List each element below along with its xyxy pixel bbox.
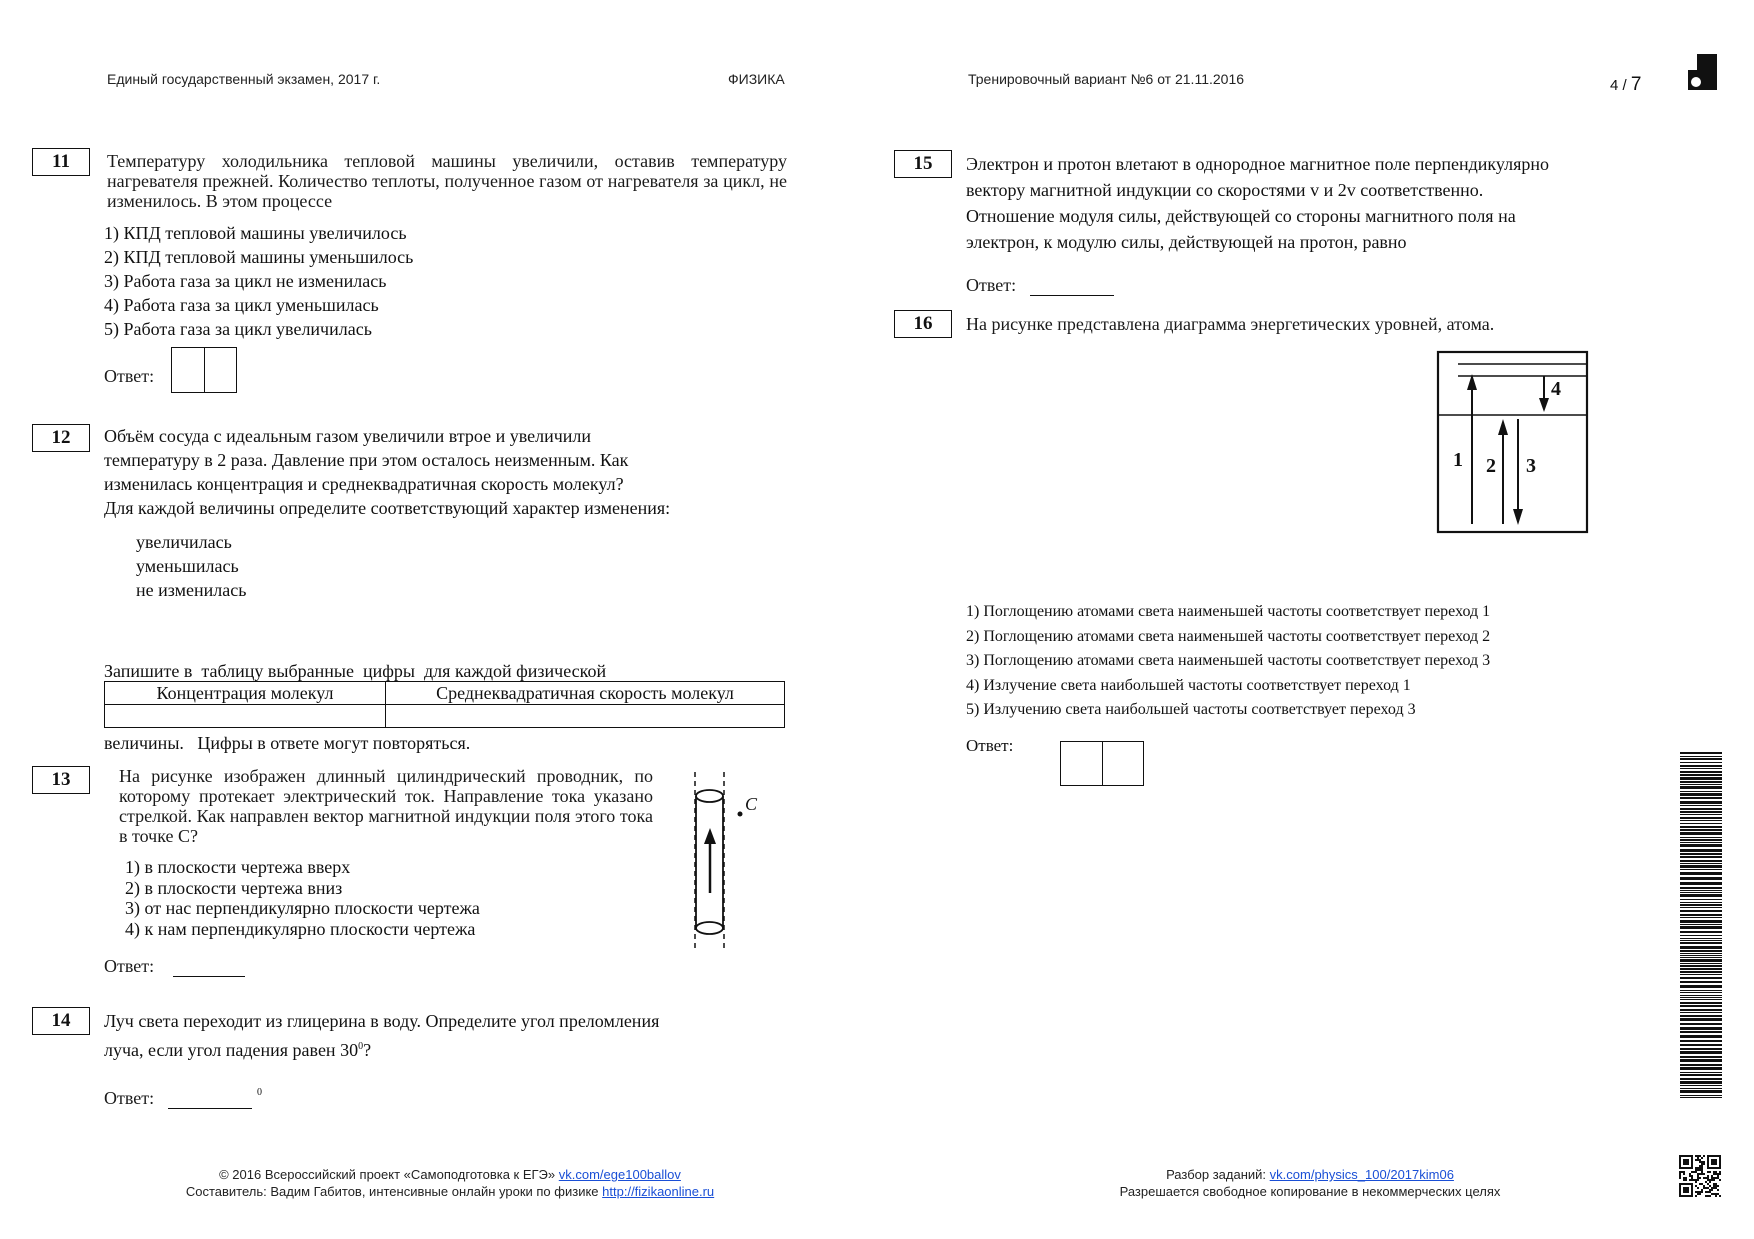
question-number-13: 13 xyxy=(32,766,90,794)
q11-option-5[interactable]: 5) Работа газа за цикл увеличилась xyxy=(104,319,372,339)
q11-option-1[interactable]: 1) КПД тепловой машины увеличилось xyxy=(104,223,407,243)
q13-option-4[interactable]: 4) к нам перпендикулярно плоскости чертежа xyxy=(125,918,476,939)
q11-answer-cell-2[interactable] xyxy=(205,348,237,392)
q16-answer-label: Ответ: xyxy=(966,736,1014,755)
transition-label-3: 3 xyxy=(1526,455,1536,477)
q12-choice-3: не изменилась xyxy=(136,580,247,600)
corner-marker-icon xyxy=(1688,54,1718,90)
q13-answer-line[interactable] xyxy=(173,976,245,977)
footer-copy-note: Разрешается свободное копирование в некоммерческих целях xyxy=(1119,1184,1501,1199)
question-number-15: 15 xyxy=(894,150,952,178)
q15-line-4: электрон, к модулю силы, действующей на протон, равно xyxy=(966,232,1407,252)
q12-choice-2: уменьшилась xyxy=(136,556,239,576)
transition-label-2: 2 xyxy=(1486,455,1496,477)
exam-title: Единый государственный экзамен, 2017 г. xyxy=(107,71,381,87)
q16-options xyxy=(966,600,1490,723)
q15-answer-label: Ответ: xyxy=(966,275,1017,295)
q12-table-header-2: Среднеквадратичная скорость молекул xyxy=(386,682,785,705)
q15-line-3: Отношение модуля силы, действующей со стороны магнитного поля на xyxy=(966,206,1516,226)
q12-choices xyxy=(136,530,246,602)
transition-label-1: 1 xyxy=(1453,449,1463,471)
question-number-16: 16 xyxy=(894,310,952,338)
q14-answer-line[interactable] xyxy=(168,1108,252,1109)
q12-instruction-line-1: Запишите в таблицу выбранные цифры для каждой физической xyxy=(104,661,607,681)
q11-option-4[interactable]: 4) Работа газа за цикл уменьшилась xyxy=(104,295,379,315)
q11-option-2[interactable]: 2) КПД тепловой машины уменьшилось xyxy=(104,247,414,267)
q12-answer-cell-2[interactable] xyxy=(386,705,785,728)
q15-answer-line[interactable] xyxy=(1030,295,1114,296)
footer-vk-link[interactable]: vk.com/ege100ballov xyxy=(558,1167,681,1182)
q14-line-2: луча, если угол падения равен $30^0$? xyxy=(104,1040,372,1060)
footer-analysis-link[interactable]: vk.com/physics_100/2017kim06 xyxy=(1269,1167,1454,1182)
q13-option-2[interactable]: 2) в плоскости чертежа вниз xyxy=(125,877,343,898)
energy-level-diagram xyxy=(1430,348,1590,538)
q16-text: На рисунке представлена диаграмма энергетических уровней, атома. xyxy=(966,314,1495,334)
variant-label: Тренировочный вариант №6 от 21.11.2016 xyxy=(968,71,1245,87)
q12-text xyxy=(104,424,670,520)
q16-option-5[interactable]: 5) Излучению света наибольшей частоты соответствует переход 3 xyxy=(966,701,1416,718)
barcode-icon xyxy=(1680,752,1722,1102)
q16-option-4[interactable]: 4) Излучение света наибольшей частоты соответствует переход 1 xyxy=(966,676,1411,694)
q11-answer-box[interactable] xyxy=(171,347,237,393)
question-number-14: 14 xyxy=(32,1007,90,1035)
q16-answer-cell-1[interactable] xyxy=(1061,742,1103,785)
q13-text: На рисунке изображен длинный цилиндрический проводник, по которому протекает электрический ток. Направление тока указано стрелкой. Как направлен вектор магнитной индукции поля этого тока в точке С? xyxy=(119,766,653,846)
q16-option-1[interactable]: 1) Поглощению атомами света наименьшей частоты соответствует переход 1 xyxy=(966,603,1491,620)
q11-answer-cell-1[interactable] xyxy=(172,348,205,392)
q12-table-header-1: Концентрация молекул xyxy=(105,682,386,705)
page-number: 4 / 7 xyxy=(1610,74,1642,95)
q16-answer-box[interactable] xyxy=(1060,741,1144,786)
q12-instruction-line-2: величины. Цифры в ответе могут повторяться. xyxy=(104,733,471,753)
q14-text xyxy=(104,1008,659,1063)
q14-answer-unit: 0 xyxy=(257,1087,262,1098)
q14-line-1: Луч света переходит из глицерина в воду. Определите угол преломления xyxy=(104,1011,660,1031)
q13-option-1[interactable]: 1) в плоскости чертежа вверх xyxy=(125,857,351,877)
q12-choice-1: увеличилась xyxy=(136,532,232,552)
q11-option-3[interactable]: 3) Работа газа за цикл не изменилась xyxy=(104,271,387,291)
footer-left xyxy=(140,1166,760,1200)
q12-line-2: температуру в 2 раза. Давление при этом осталось неизменным. Как xyxy=(104,450,629,470)
subject-title: ФИЗИКА xyxy=(728,71,785,87)
footer-right xyxy=(1010,1166,1610,1200)
footer-site-link[interactable]: http://fizikaonline.ru xyxy=(602,1184,715,1199)
qr-code-icon xyxy=(1679,1155,1723,1201)
q16-option-2[interactable]: 2) Поглощению атомами света наименьшей частоты соответствует переход 2 xyxy=(966,627,1491,645)
q11-answer-label: Ответ: xyxy=(104,366,155,386)
question-number-12: 12 xyxy=(32,424,90,452)
q16-option-3[interactable]: 3) Поглощению атомами света наименьшей частоты соответствует переход 3 xyxy=(966,652,1491,669)
q12-answer-table xyxy=(104,681,785,728)
q13-option-3[interactable]: 3) от нас перпендикулярно плоскости чертежа xyxy=(125,898,480,918)
point-c-marker xyxy=(738,812,743,817)
q11-text: Температуру холодильника тепловой машины увеличили, оставив температуру нагревателя прежней. Количество теплоты, полученное газом от нагревателя за цикл, не изменилось. В этом процессе xyxy=(107,151,787,211)
footer-copyright: © 2016 Всероссийский проект «Самоподготовка к ЕГЭ» xyxy=(219,1167,556,1182)
q12-line-3: изменилась концентрация и среднеквадратичная скорость молекул? xyxy=(104,474,624,494)
q12-line-1: Объём сосуда с идеальным газом увеличили втрое и увеличили xyxy=(104,426,592,446)
q15-line-2: вектору магнитной индукции со скоростями v и 2v соответственно. xyxy=(966,180,1484,200)
q13-answer-label: Ответ: xyxy=(104,956,155,976)
transition-label-4: 4 xyxy=(1551,378,1561,400)
q15-line-1: Электрон и протон влетают в однородное магнитное поле перпендикулярно xyxy=(966,154,1550,174)
q16-answer-cell-2[interactable] xyxy=(1103,742,1144,785)
footer-author: Составитель: Вадим Габитов, интенсивные онлайн уроки по физике xyxy=(185,1184,599,1199)
question-number-11: 11 xyxy=(32,148,90,176)
point-c-label: C xyxy=(745,794,758,814)
q14-answer-label: Ответ: xyxy=(104,1088,155,1108)
q12-line-4: Для каждой величины определите соответствующий характер изменения: xyxy=(104,498,671,518)
q13-options xyxy=(125,857,480,939)
q12-answer-cell-1[interactable] xyxy=(105,705,386,728)
q11-options xyxy=(104,221,413,341)
footer-analysis-label: Разбор заданий: xyxy=(1166,1167,1267,1182)
conductor-diagram xyxy=(660,768,780,958)
q15-text xyxy=(966,151,1549,255)
